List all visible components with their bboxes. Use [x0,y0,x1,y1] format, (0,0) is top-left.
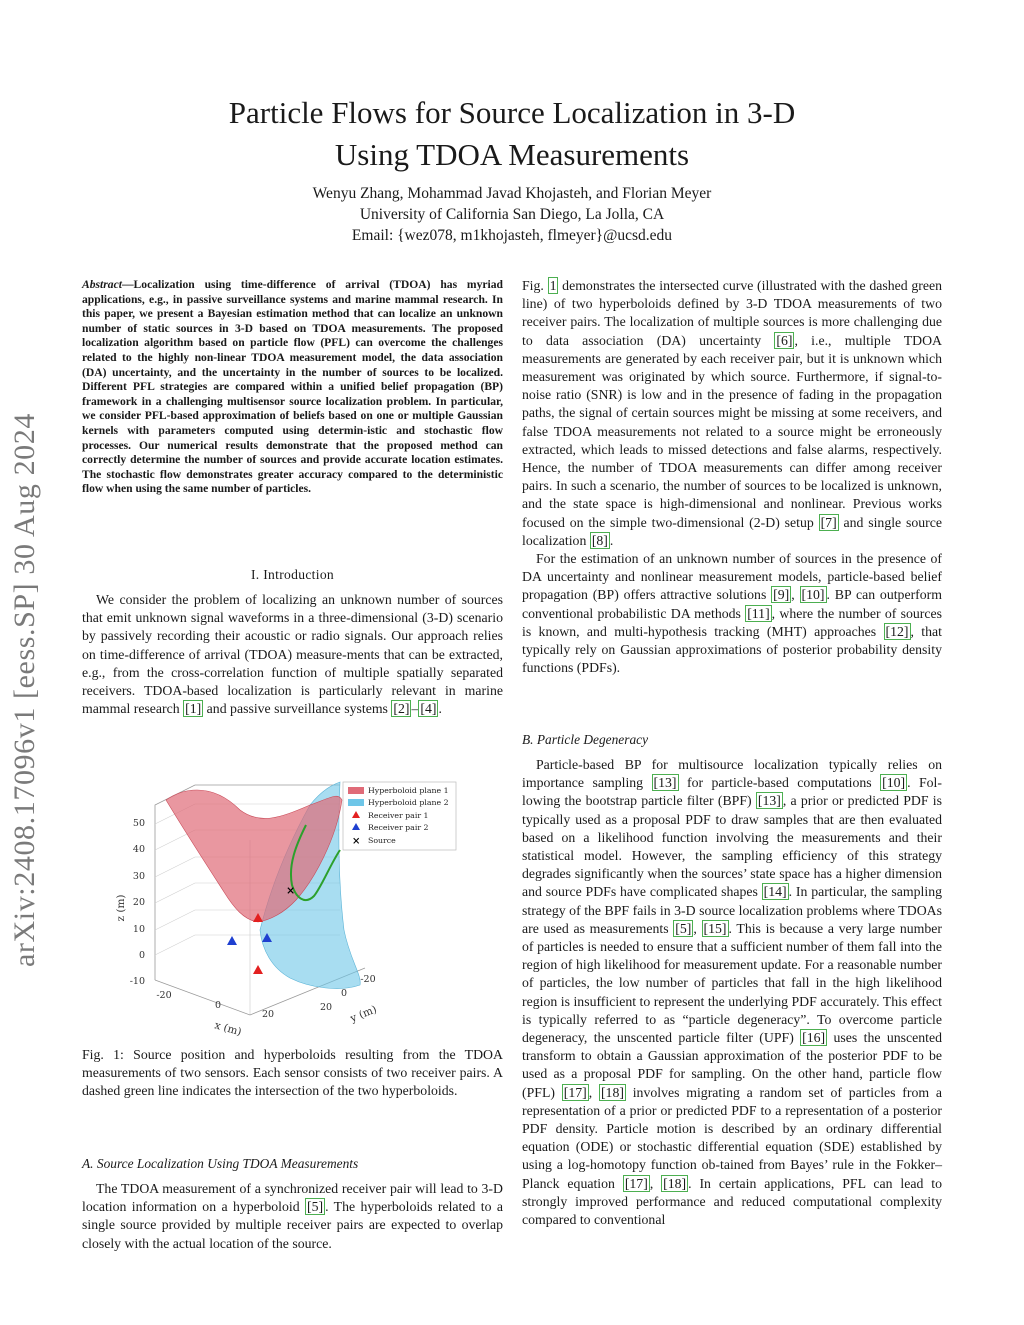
legend-label: Receiver pair 2 [368,823,429,832]
z-tick: 10 [132,924,145,935]
citation-link[interactable]: [1] [185,701,202,717]
x-tick: 0 [214,1000,222,1011]
citation-link[interactable]: [7] [820,514,837,530]
subsection-heading-b: B. Particle Degeneracy [522,732,649,747]
citation-link[interactable]: [5] [307,1199,324,1215]
title-line-1: Particle Flows for Source Localization in 3-D [228,95,796,130]
abstract [82,278,503,497]
abstract-text: —Localization using time-difference of arrival (TDOA) has myriad applications, e.g., in passive surveillance systems and marine mammal research. In this paper, we present a Bayesian estimation method that can localize an unknown number of static sources in 3-D based on TDOA measurements. The proposed localization algorithm based on particle flow (PFL) can overcome the challenges related to the highly non-linear TDOA measurement model, the data association (DA) uncertainty, and the uncertainty in the number of sources to be localized. Different PFL strategies are compared within a unified belief propagation (BP) framework in a challenging multisensor source localization problem. In particular, we consider PFL-based approximation of beliefs based on one or multiple Gaussian kernels with parameters computed using determin-istic and stochastic flow processes. Our numerical results demonstrate that the proposed method can correctly determine the number of sources and provide accurate location estimates. The stochastic flow demonstrates greater accuracy compared to the deterministic flow when using the same number of particles. [82,278,503,496]
receiver-pair-1-marker [253,965,263,974]
citation-link[interactable]: [11] [747,605,770,621]
y-tick: 20 [319,1002,333,1013]
citation-link[interactable]: [18] [663,1175,687,1191]
right-column-text [522,277,942,677]
figure-1-caption: Fig. 1: Source position and hyperboloids resulting from the TDOA measurements of two sensors. Each sensor consists of two receiver pairs. A dashed green line indicates the intersection of the two hyperboloids. [82,1047,503,1099]
figure-link[interactable]: 1 [549,278,557,293]
z-tick: 30 [132,871,145,882]
source-marker: × [286,884,296,897]
arxiv-identifier: arXiv:2408.17096v1 [eess.SP] 30 Aug 2024 [8,413,41,967]
z-tick: 40 [132,844,145,855]
x-tick: -20 [156,990,172,1001]
y-tick: 0 [340,988,348,999]
x-axis-label: x (m) [213,1019,243,1039]
paragraph: Fig. 1 demonstrates the intersected curve (illustrated with the dashed green line) of two hyperboloids defined by 3-D TDOA measurements of two receiver pairs. The localization of multiple sources is more challenging due to data association (DA) uncertainty [6] , i.e., multiple TDOA measurements are generated by each receiver pair, but it is unknown which measurement was originated by which source. Furthermore, if signal-to-noise ratio (SNR) is low and in the presence of fading in the propagation paths, the signal of certain sources might be missing at some receivers, and false TDOA measurements not related to a source might be erroneously extracted, which leads to missed detections and false alarms, respectively. Hence, the number of TDOA measurements can differ among receiver pairs. In such a scenario, the number of sources to be localized is unknown, and the state space is high-dimensional and nonlinear. Previous works focused on the simple two-dimensional (2-D) setup [7] and single source localization [8] . [522,278,943,548]
citation-link[interactable]: [10] [801,587,825,603]
citation-link[interactable]: [5] [675,920,692,936]
citation-link[interactable]: [10] [882,775,906,791]
citation-link[interactable]: [8] [591,532,608,548]
svg-text:×: × [352,836,361,847]
subsection-heading-a: A. Source Localization Using TDOA Measurements [82,1156,359,1171]
figure-1-plot [100,770,470,1040]
citation-link[interactable]: [14] [763,884,787,900]
citation-link[interactable]: [12] [885,623,909,639]
subsection-b-paragraph: Particle-based BP for multisource localization typically relies on importance sampling [13] for particle-based computations [10] . Fol-lowing the bootstrap particle filter (BPF) [13] , a prior or predicted PDF is typically used as a proposal PDF to draw samples that are then evaluated based on a likelihood function involving the measurements and their statistical model. However, the sampling efficiency of this strategy degrades significantly when the sources’ state space has a higher dimension and source PDFs have complicated shapes [14] . In particular, the sampling strategy of the BPF fails in 3-D source localization problems where TDOAs are used as measurements [5] , [15] . This is because a very large number of particles is needed to ensure that a sufficient number of them fall into the region of high likelihood for measurement update. For a reasonable number of particles, the low number of particles that fall in the high likelihood region is insufficient to represent the underlying PDF accurately. This effect is typically referred to as “particle degeneracy”. To overcome particle degeneracy, the unscented particle filter (UPF) [16] uses the unscented transform to obtain a Gaussian approximation of the posterior PDF to be used as a proposal PDF for sampling. On the other hand, particle flow (PFL) [17] , [18] involves migrating a random set of particles from a representation of a prior or predicted PDF to a representation of a posterior PDF density. Particle motion is described by an ordinary differential equation (ODE) or stochastic differential equation (SDE) established by using a log-homotopy function ob-tained from Bayes’ rule in the Fokker–Planck equation [17] , [18] . In certain applications, PFL can lead to strongly improved performance and reduced computational complexity compared to conventional [522,757,942,1228]
title-line-2: Using TDOA Measurements [334,137,690,172]
paragraph: For the estimation of an unknown number of sources in the presence of DA uncertainty and nonlinear measurement models, particle-based belief propagation (BP) offers attractive solutions [9] , [10] . BP can outperform conventional probabilistic DA methods [11] , where the number of sources is known, and multi-hypothesis tracking (MHT) approaches [12] , that typically rely on Gaussian approximations of posterior probability density functions (PDFs). [522,551,942,676]
subsection-a-paragraph: The TDOA measurement of a synchronized receiver pair will lead to 3-D location information on a hyperboloid [5] . The hyperboloids related to a single source provided by multiple receiver pairs are expected to overlap closely with the actual location of the source. [82,1181,503,1251]
citation-link[interactable]: [13] [653,775,677,791]
citation-link[interactable]: [16] [802,1030,826,1046]
citation-link[interactable]: [6] [776,332,793,348]
citation-link[interactable]: [18] [600,1084,624,1100]
x-tick: 20 [261,1009,275,1020]
z-tick: 20 [132,897,145,908]
intro-paragraph: We consider the problem of localizing an unknown number of sources that emit unknown signal waveforms in a three-dimensional (3-D) scenario by passively recording their acoustic or radio signals. Our approach relies on time-difference of arrival (TDOA) measure-ments that can be extracted, e.g., from the cross-correlation function of multiple spatially separated receivers. TDOA-based localization is particularly relevant in marine mammal research [1] and passive surveillance systems [2] – [4] . [82,592,503,717]
y-axis-label: y (m) [348,1003,379,1025]
authors: Wenyu Zhang, Mohammad Javad Khojasteh, and Florian Meyer [312,185,712,202]
abstract-label: Abstract [82,278,122,291]
citation-link[interactable]: [17] [563,1084,587,1100]
z-tick: 50 [132,818,145,829]
figure-legend [343,782,456,850]
legend-label: Hyperboloid plane 2 [368,798,449,807]
z-tick: -10 [129,976,145,987]
legend-label: Source [368,836,396,845]
y-tick: -20 [360,974,376,985]
author-block [0,183,1024,246]
section-heading-introduction: I. Introduction [250,567,335,582]
citation-link[interactable]: [15] [703,920,727,936]
citation-link[interactable]: [2] [393,701,410,717]
paper-title [0,92,1024,176]
z-axis-label: z (m) [115,894,127,922]
email: Email: {wez078, m1khojasteh, flmeyer}@ucsd.edu [351,227,673,244]
citation-link[interactable]: [17] [624,1175,648,1191]
affiliation: University of California San Diego, La Jolla, CA [359,206,665,223]
legend-label: Hyperboloid plane 1 [368,786,449,795]
citation-link[interactable]: [9] [773,587,790,603]
receiver-pair-2-marker [227,936,237,945]
citation-link[interactable]: [4] [420,701,437,717]
z-tick: 0 [138,950,145,961]
citation-link[interactable]: [13] [757,793,781,809]
legend-label: Receiver pair 1 [368,811,429,820]
